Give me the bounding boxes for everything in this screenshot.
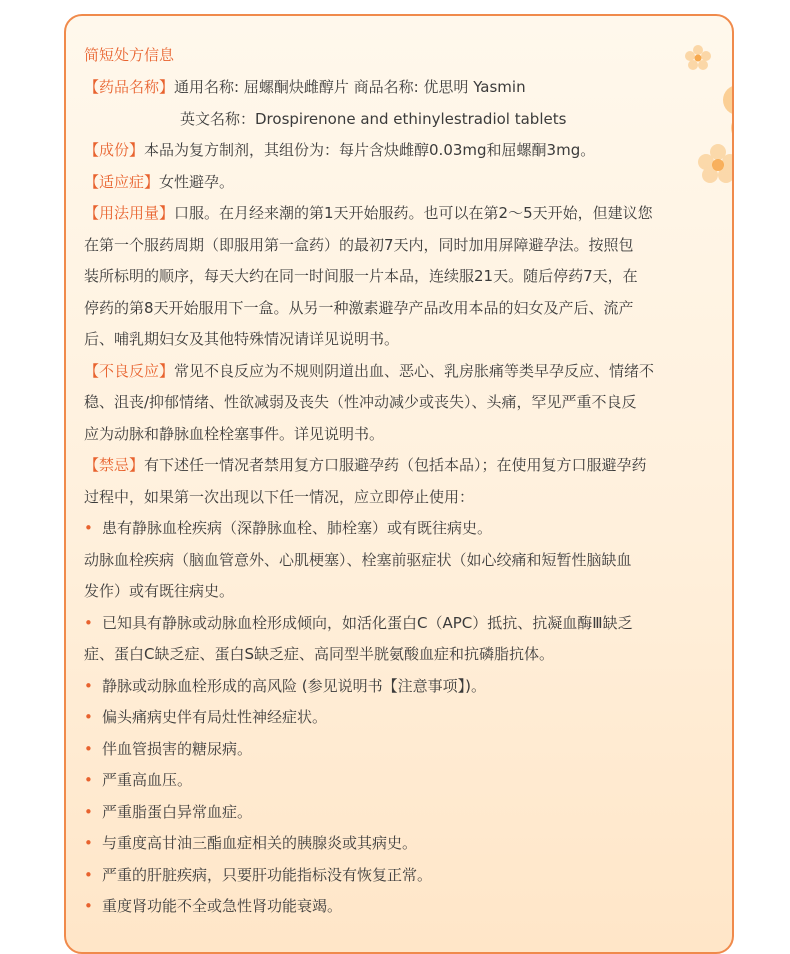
indication-row bbox=[84, 167, 724, 199]
contraindication-line: 过程中，如果第一次出现以下任一情况，应立即停止使用： bbox=[84, 487, 475, 506]
bullet-icon: • bbox=[84, 865, 93, 884]
bullet-icon: • bbox=[84, 613, 93, 632]
indication-text: 女性避孕。 bbox=[159, 172, 235, 191]
contraindication-row bbox=[84, 450, 724, 482]
section-title: 简短处方信息 bbox=[84, 46, 175, 64]
list-item-text: 伴血管损害的糖尿病。 bbox=[102, 739, 253, 758]
generic-name: 通用名称: 屈螺酮炔雌醇片 商品名称: 优思明 Yasmin bbox=[174, 78, 526, 96]
list-item-text: 严重的肝脏疾病，只要肝功能指标没有恢复正常。 bbox=[102, 865, 433, 884]
list-item-text: 严重脂蛋白异常血症。 bbox=[102, 802, 253, 821]
drug-name-tag: 【药品名称】 bbox=[84, 78, 175, 96]
bullet-icon: • bbox=[84, 802, 93, 821]
dosage-line: 后、哺乳期妇女及其他特殊情况请详见说明书。 bbox=[84, 330, 400, 348]
bullet-icon: • bbox=[84, 676, 93, 695]
dosage-row bbox=[84, 198, 724, 230]
composition-text: 本品为复方制剂，其组份为：每片含炔雌醇0.03mg和屈螺酮3mg。 bbox=[144, 141, 596, 159]
adverse-tag: 【不良反应】 bbox=[84, 361, 175, 380]
bullet-icon: • bbox=[84, 708, 93, 726]
list-item bbox=[84, 891, 724, 923]
dosage-line: 装所标明的顺序，每天大约在同一时间服一片本品，连续服21天。随后停药7天，在 bbox=[84, 267, 638, 285]
list-item-text: 已知具有静脉或动脉血栓形成倾向，如活化蛋白C（APC）抵抗、抗凝血酶Ⅲ缺乏 bbox=[102, 613, 633, 632]
list-item bbox=[84, 828, 724, 860]
prescription-card bbox=[64, 14, 734, 954]
adverse-line: 应为动脉和静脉血栓栓塞事件。详见说明书。 bbox=[84, 424, 385, 443]
contraindication-tag: 【禁忌】 bbox=[84, 456, 145, 474]
composition-tag: 【成份】 bbox=[84, 141, 145, 159]
list-item-text: 偏头痛病史伴有局灶性神经症状。 bbox=[102, 708, 328, 726]
list-item-text: 重度肾功能不全或急性肾功能衰竭。 bbox=[102, 897, 343, 915]
list-item-continuation: 动脉血栓疾病（脑血管意外、心肌梗塞）、栓塞前驱症状（如心绞痛和短暂性脑缺血 bbox=[84, 550, 632, 569]
dosage-tag: 【用法用量】 bbox=[84, 204, 175, 222]
dosage-line: 停药的第8天开始服用下一盒。从另一种激素避孕产品改用本品的妇女及产后、流产 bbox=[84, 298, 634, 317]
list-item bbox=[84, 765, 724, 797]
bullet-icon: • bbox=[84, 519, 93, 537]
list-item-text: 严重高血压。 bbox=[102, 771, 193, 789]
list-item-text: 与重度高甘油三酯血症相关的胰腺炎或其病史。 bbox=[102, 834, 418, 852]
list-item-text: 患有静脉血栓疾病（深静脉血栓、肺栓塞）或有既往病史。 bbox=[102, 519, 493, 537]
dosage-line: 在第一个服药周期（即服用第一盒药）的最初7天内，同时加用屏障避孕法。按照包 bbox=[84, 235, 634, 254]
list-item-continuation: 症、蛋白C缺乏症、蛋白S缺乏症、高同型半胱氨酸血症和抗磷脂抗体。 bbox=[84, 645, 554, 663]
dosage-line: 口服。在月经来潮的第1天开始服药。也可以在第2～5天开始，但建议您 bbox=[174, 204, 653, 222]
contraindication-line: 有下述任一情况者禁用复方口服避孕药（包括本品）；在使用复方口服避孕药 bbox=[144, 456, 647, 474]
list-item-continuation: 发作）或有既往病史。 bbox=[84, 582, 235, 600]
list-item bbox=[84, 702, 724, 734]
bullet-icon: • bbox=[84, 897, 93, 915]
adverse-line: 常见不良反应为不规则阴道出血、恶心、乳房胀痛等类早孕反应、情绪不 bbox=[174, 361, 655, 380]
english-name: 英文名称：Drospirenone and ethinylestradiol tablets bbox=[180, 109, 567, 128]
list-item bbox=[84, 671, 724, 703]
list-item bbox=[84, 860, 724, 892]
adverse-line: 稳、沮丧/抑郁情绪、性欲减弱及丧失（性冲动减少或丧失）、头痛，罕见严重不良反 bbox=[84, 393, 637, 411]
indication-tag: 【适应症】 bbox=[84, 172, 160, 191]
list-item bbox=[84, 797, 724, 829]
list-item bbox=[84, 608, 724, 640]
composition-row bbox=[84, 135, 724, 167]
bullet-icon: • bbox=[84, 771, 93, 789]
adverse-row bbox=[84, 356, 724, 388]
list-item bbox=[84, 734, 724, 766]
bullet-icon: • bbox=[84, 834, 93, 852]
list-item bbox=[84, 513, 724, 545]
drug-name-row bbox=[84, 72, 724, 104]
list-item-text: 静脉或动脉血栓形成的高风险 (参见说明书【注意事项】)。 bbox=[102, 676, 486, 695]
bullet-icon: • bbox=[84, 739, 93, 758]
